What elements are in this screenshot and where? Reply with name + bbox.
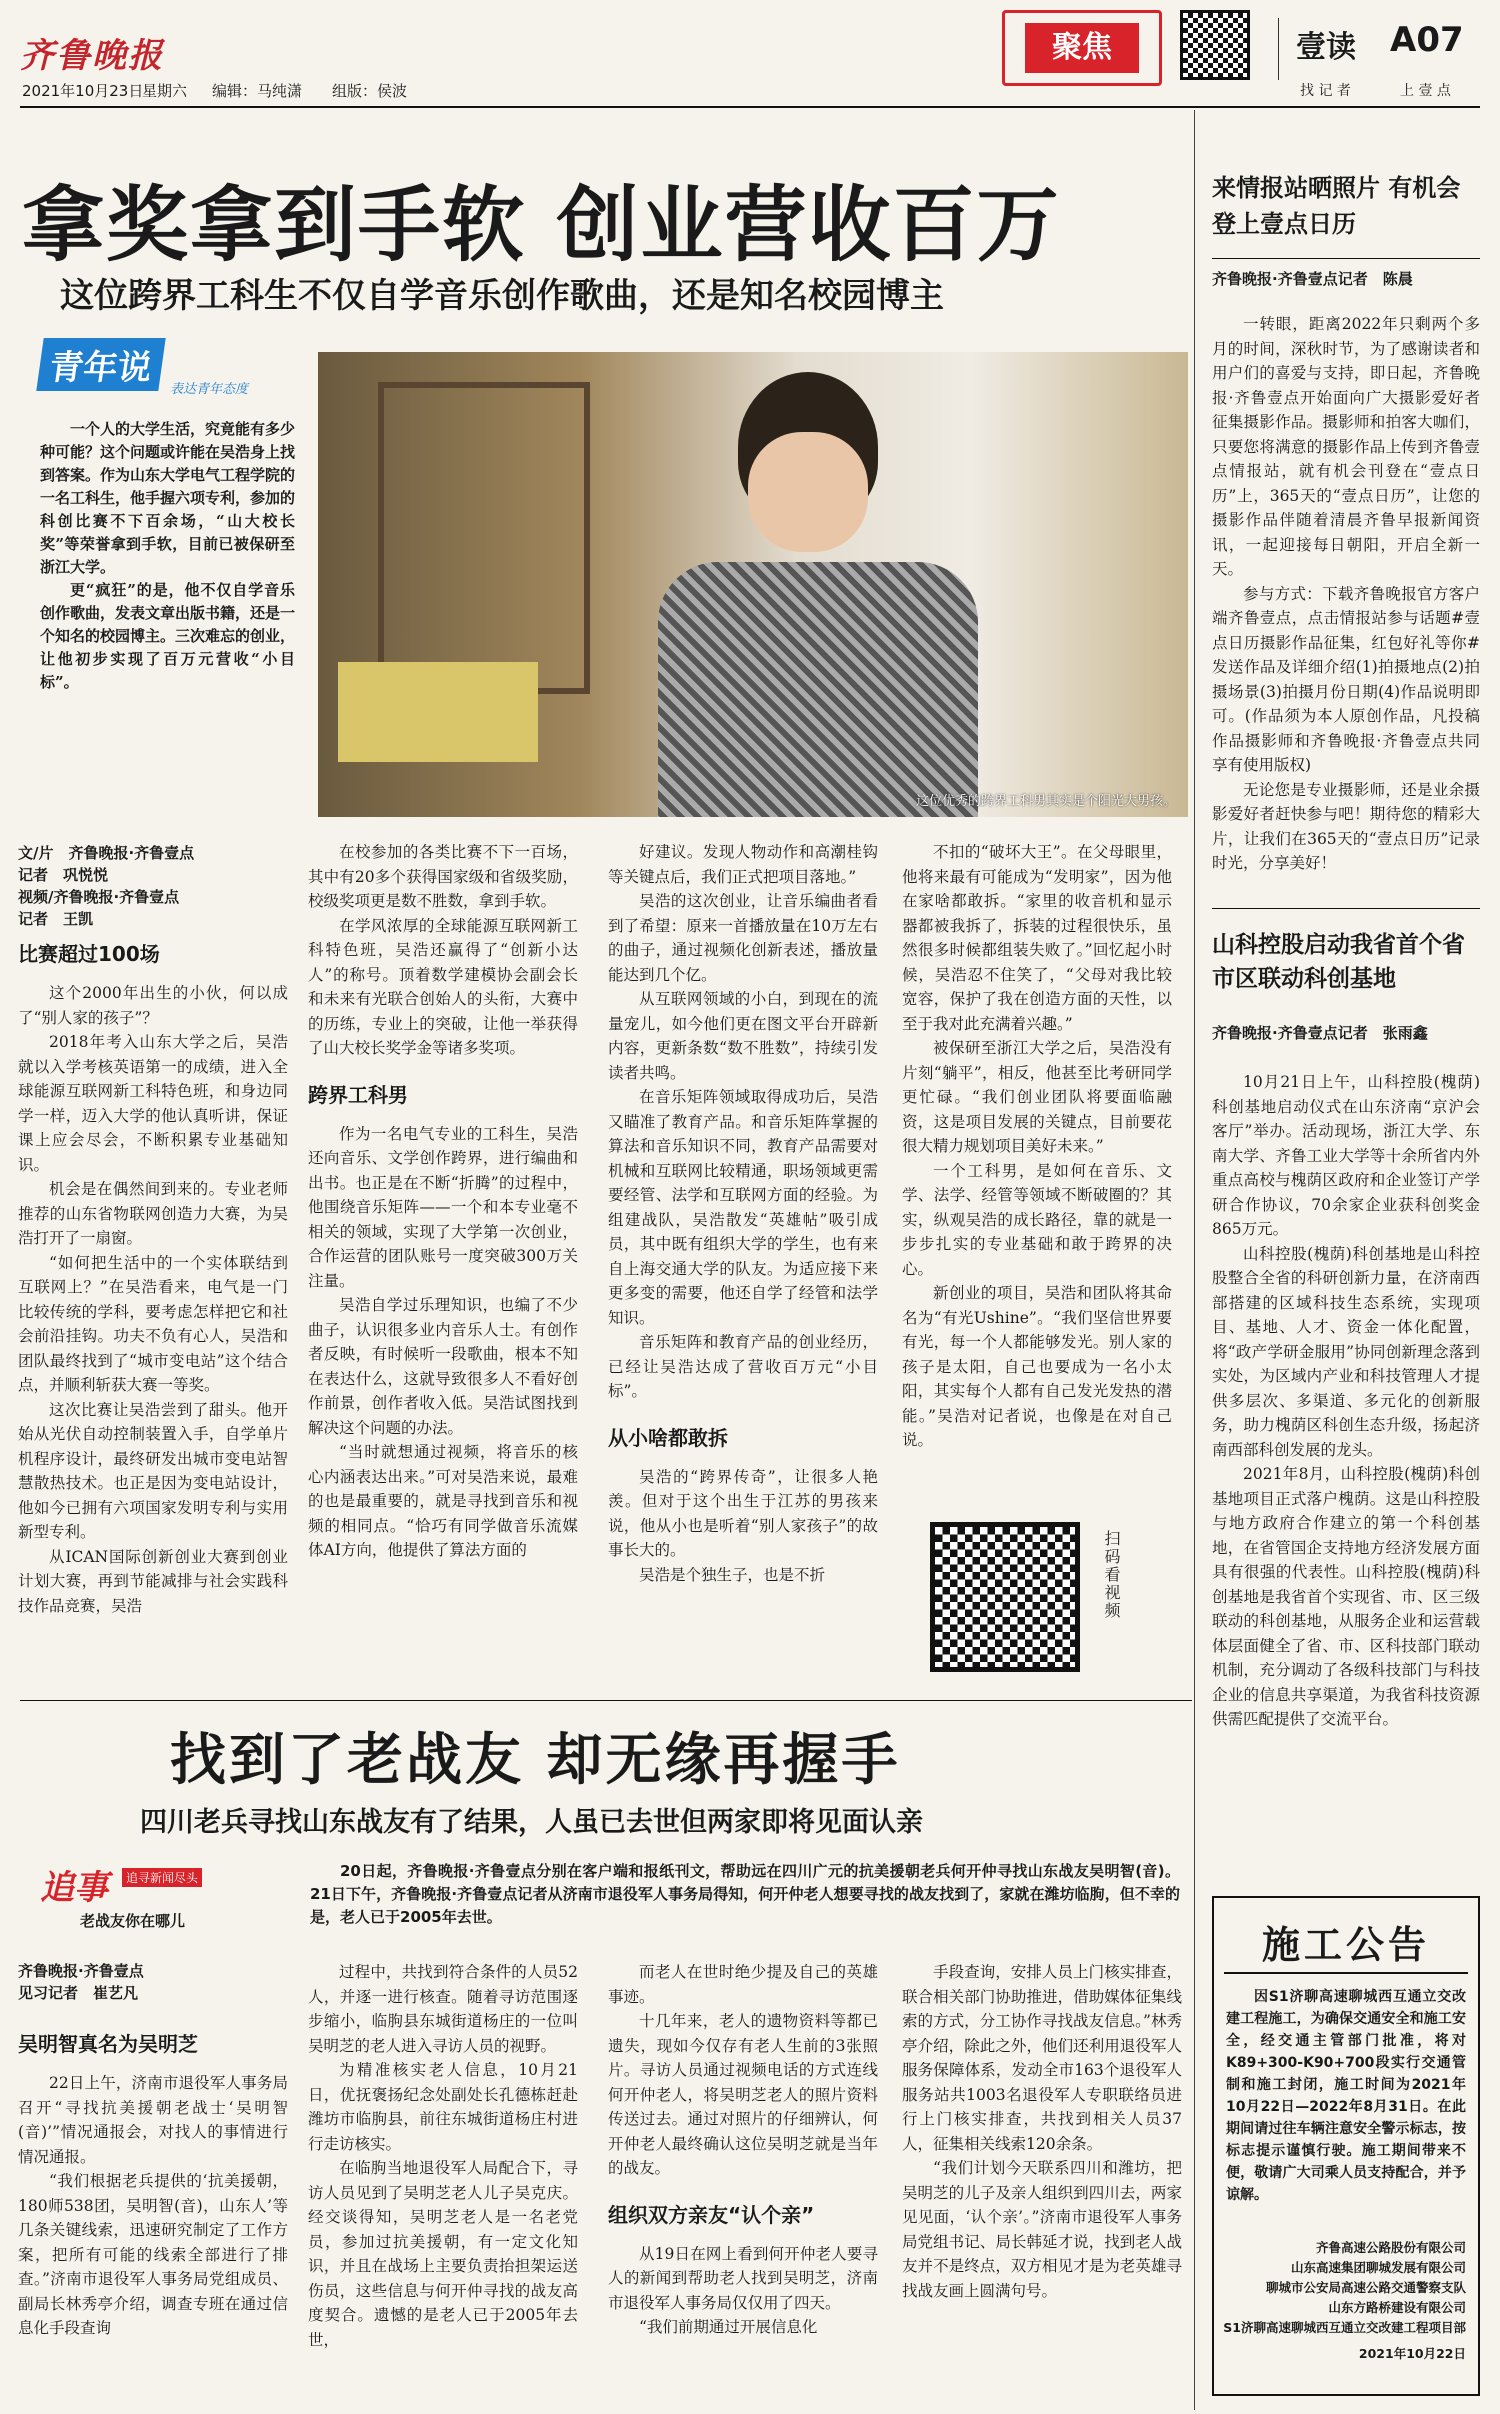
notice-body: 因S1济聊高速聊城西互通立交改建工程施工，为确保交通安全和施工安全，经交通主管部门批准，将对K89+300-K90+700段实行交通管制和施工封闭，施工时间为2021年10月22日—2022年8月31日。在此期间请过往车辆注意安全警示标志，按标志提示谨慎行驶。施工期间带来不便，敬请广大司乘人员支持配合，并予谅解。 — [1226, 1989, 1466, 2203]
story2-badge — [40, 1860, 260, 1940]
tagline-right: 上 壹 点 — [1400, 83, 1451, 99]
photo-caption: 这位优秀的跨界工科男其实是个阳光大男孩。 — [915, 794, 1176, 809]
story2-credits: 齐鲁晚报·齐鲁壹点 见习记者 崔艺凡 — [18, 1962, 144, 2002]
qr-code-icon — [1180, 10, 1250, 80]
story1-photo — [318, 352, 1188, 817]
story2-column-3: 而老人在世时绝少提及自己的英雄事迹。 十几年来，老人的遗物资料等都已遗失，现如今仅存有老人生前的3张照片。寻访人员通过视频电话的方式连线何开仲老人，将吴明芝老人的照片资料传送过去。通过对照片的仔细辨认，何开仲老人最终确认这位吴明芝就是当年的战友。 组织双方亲友“认个亲” 从19日在网上看到何开仲老人要寻人的新闻到帮助老人找到吴明芝，济南市退役军人事务局仅仅用了四天。 “我们前期通过开展信息化 — [608, 1963, 878, 2336]
story1-column-1: 比赛超过100场 这个2000年出生的小伙，何以成了“别人家的孩子”？ 2018年考入山东大学之后，吴浩就以入学考核英语第一的成绩，进入全球能源互联网新工科特色班，和身边同学一样，迈入大学的他认真听讲，保证课上应会尽会，不断积累专业基础知识。 机会是在偶然间到来的。专业老师推荐的山东省物联网创造力大赛，为吴浩打开了一扇窗。 “如何把生活中的一个实体联结到互联网上？”在吴浩看来，电气是一门比较传统的学科，要考虑怎样把它和社会前沿挂钩。功夫不负有心人，吴浩和团队最终找到了“城市变电站”这个结合点，并顺利斩获大赛一等奖。 这次比赛让吴浩尝到了甜头。他开始从光伏自动控制装置入手，自学单片机程序设计，最终研发出城市变电站智慧散热技术。也正是因为变电站设计，他如今已拥有六项国家发明专利与实用新型专利。 从ICAN国际创新创业大赛到创业计划大赛，再到节能减排与社会实践科技作品竞赛，吴浩 — [18, 920, 288, 1618]
sidebar-article2-byline: 齐鲁晚报·齐鲁壹点记者 张雨鑫 — [1212, 1024, 1428, 1042]
sidebar-article1-byline: 齐鲁晚报·齐鲁壹点记者 陈晨 — [1212, 270, 1413, 288]
layout-editor: 组版：侯波 — [332, 82, 408, 100]
story1-column-3: 好建议。发现人物动作和高潮桂钩等关键点后，我们正式把项目落地。” 吴浩的这次创业，让音乐编曲者看到了希望：原来一首播放量在10万左右的曲子，通过视频化创新表述，播放量能达到几个亿。 从互联网领域的小白，到现在的流量宠儿，如今他们更在图文平台开辟新内容，更新条数“数不胜数”，持续引发读者共鸣。 在音乐矩阵领域取得成功后，吴浩又瞄准了教育产品。和音乐矩阵掌握的算法和音乐知识不同，教育产品需要对机械和互联网比较精通，职场领域更需要经管、法学和互联网方面的经验。为组建战队，吴浩散发“英雄帖”吸引成员，其中既有组织大学的学生，也有来自上海交通大学的队友。为适应接下来更多变的需要，他还自学了经管和法学知识。 音乐矩阵和教育产品的创业经历，已经让吴浩达成了营收百万元“小目标”。 从小啥都敢拆 吴浩的“跨界传奇”，让很多人艳羡。但对于这个出生于江苏的男孩来说，他从小也是听着“别人家孩子”的故事长大的。 吴浩是个独生子，也是不折 — [608, 843, 878, 1584]
story2-column-2: 过程中，共找到符合条件的人员52人，并逐一进行核查。随着寻访范围逐步缩小，临朐县东城街道杨庄的一位叫吴明芝的老人进入寻访人员的视野。 为精准核实老人信息，10月21日，优抚褒扬纪念处副处长孔德栋赶赴潍坊市临朐县，前往东城街道杨庄村进行走访核实。 在临朐当地退役军人局配合下，寻访人员见到了吴明芝老人儿子吴克庆。经交谈得知，吴明芝老人是一名老党员，参加过抗美援朝，有一定文化知识，并且在战场上主要负责抬担架运送伤员，这些信息与何开仲寻找的战友高度契合。遗憾的是老人已于2005年去世， — [308, 1963, 578, 2349]
qr-label: 扫码看视频 — [1102, 1530, 1121, 1620]
sidebar-article1-title: 来情报站晒照片 有机会登上壹点日历 — [1212, 174, 1461, 238]
tagline-left: 找 记 者 — [1300, 83, 1351, 99]
subhead-competitions: 比赛超过100场 — [18, 942, 160, 966]
story2-headline: 找到了老战友 却无缘再握手 — [170, 1728, 901, 1793]
section-tab — [1002, 10, 1162, 86]
column-badge — [40, 338, 295, 408]
subhead-reunion: 组织双方亲友“认个亲” — [608, 2202, 815, 2227]
sidebar-article2-body: 10月21日上午，山科控股(槐荫)科创基地启动仪式在山东济南“京沪会客厅”举办。活动现场，浙江大学、东南大学、齐鲁工业大学等十余所省内外重点高校与槐荫区政府和企业签订产学研合作协议，70余家企业获科创奖金865万元。 山科控股(槐荫)科创基地是山科控股整合全省的科研创新力量，在济南西部搭建的区域科技生态系统，实现项目、基地、人才、资金一体化配置，将“政产学研金服用”协同创新理念落到实处，为区域内产业和科技管理人才提供多层次、多渠道、多元化的创新服务，助力槐荫区科创生态升级，扬起济南西部科创发展的龙头。 2021年8月，山科控股(槐荫)科创基地项目正式落户槐荫。这是山科控股与地方政府合作建立的第一个科创基地，在省管国企支持地方经济发展方面具有很强的代表性。山科控股(槐荫)科创基地是我省首个实现省、市、区三级联动的科创基地，从服务企业和运营载体层面健全了省、市、区科技部门联动机制，充分调动了各级科技部门与科技企业的信息共享渠道，为我省科技资源供需匹配提供了交流平台。 — [1212, 1073, 1480, 1728]
editor: 编辑：马纯潇 — [212, 82, 303, 100]
story2-subheadline: 四川老兵寻找山东战友有了结果，人虽已去世但两家即将见面认亲 — [140, 1807, 923, 1838]
page-number: A07 — [1390, 20, 1464, 60]
edition-label: 壹读 — [1296, 30, 1356, 65]
notice-signers: 齐鲁高速公路股份有限公司 山东高速集团聊城发展有限公司 聊城市公安局高速公路交通警察支队 山东方路桥建设有限公司 S1济聊高速聊城西互通立交改建工程项目部 2021年10月22日 — [1223, 2240, 1466, 2361]
story2-column-4: 手段查询，安排人员上门核实排查，联合相关部门协助推进，借助媒体征集线索的方式，分工协作寻找战友信息。”林秀亭介绍，除此之外，他们还利用退役军人服务保障体系，发动全市163个退役军人服务站共1003名退役军人专职联络员进行上门核实排查，共找到相关人员37人，征集相关线索120余条。 “我们计划今天联系四川和潍坊，把吴明芝的儿子及亲人组织到四川去，两家见见面，‘认个亲’。”济南市退役军人事务局党组书记、局长韩延才说，找到老人战友并不是终点，双方相见才是为老英雄寻找战友画上圆满句号。 — [902, 1963, 1182, 2300]
story1-lead: 一个人的大学生活，究竟能有多少种可能？这个问题或许能在吴浩身上找到答案。作为山东大学电气工程学院的一名工科生，他手握六项专利，参加的科创比赛不下百余场，“山大校长奖”等荣誉拿到手软，目前已被保研至浙江大学。 更“疯狂”的是，他不仅自学音乐创作歌曲，发表文章出版书籍，还是一个知名的校园博主。三次难忘的创业，让他初步实现了百万元营收“小目标”。 — [40, 420, 296, 691]
issue-weekday: 星期六 — [142, 82, 188, 100]
story2-intro: 20日起，齐鲁晚报·齐鲁壹点分别在客户端和报纸刊文，帮助远在四川广元的抗美援朝老兵何开仲寻找山东战友吴明智(音)。21日下午，齐鲁晚报·齐鲁壹点记者从济南市退役军人事务局得知，何开仲老人想要寻找的战友找到了，家就在潍坊临朐，但不幸的是，老人已于2005年去世。 — [310, 1862, 1180, 1926]
story1-column-4: 不扣的“破坏大王”。在父母眼里，他将来最有可能成为“发明家”，因为他在家啥都敢拆。“家里的收音机和显示器都被我拆了，拆装的过程很快乐，虽然很多时候都组装失败了。”回忆起小时候，吴浩忍不住笑了，“父母对我比较宽容，保护了我在创造方面的天性，以至于我对此充满着兴趣。” 被保研至浙江大学之后，吴浩没有片刻“躺平”，相反，他甚至比考研同学更忙碌。“我们创业团队将要面临融资，这是项目发展的关键点，目前要花很大精力规划项目美好未来。” 一个工科男，是如何在音乐、文学、法学、经管等领域不断破圈的？其实，纵观吴浩的成长路径，靠的就是一步步扎实的专业基础和敢于跨界的决心。 新创业的项目，吴浩和团队将其命名为“有光Ushine”。“我们坚信世界要有光，每一个人都能够发光。别人家的孩子是太阳，自己也要成为一名小太阳，其实每个人都有自己发光发热的潜能。”吴浩对记者说，也像是在对自己说。 — [902, 843, 1172, 1449]
issue-date: 2021年10月23日 — [22, 82, 144, 100]
masthead — [0, 0, 1500, 100]
paper-logo: 齐鲁晚报 — [20, 36, 164, 76]
notice-title: 施工公告 — [1261, 1923, 1430, 1967]
column-badge-title: 青年说 — [36, 338, 165, 391]
badge-subtitle: 追寻新闻尽头 — [122, 1868, 202, 1887]
story2-column-1: 吴明智真名为吴明芝 22日上午，济南市退役军人事务局召开“寻找抗美援朝老战士‘吴明智(音)’”情况通报会，对找人的事情进行情况通报。 “我们根据老兵提供的‘抗美援朝，180师538团，吴明智(音)，山东人’等几条关键线索，迅速研究制定了工作方案，把所有可能的线索全部进行了排查。”济南市退役军人事务局党组成员、副局长林秀亭介绍，调查专班在通过信息化手段查询 — [18, 2010, 288, 2341]
story1-headline: 拿奖拿到手软 创业营收百万 — [22, 178, 1061, 273]
badge-column-label: 老战友你在哪儿 — [80, 1912, 186, 1930]
subhead-dismantle: 从小啥都敢拆 — [608, 1425, 728, 1450]
video-qr-icon[interactable] — [930, 1522, 1080, 1672]
sidebar-article2-title: 山科控股启动我省首个省市区联动科创基地 — [1212, 932, 1465, 992]
construction-notice — [1212, 1896, 1480, 2396]
badge-title: 追事 — [40, 1868, 108, 1908]
sidebar-article1-body: 一转眼，距离2022年只剩两个多月的时间，深秋时节，为了感谢读者和用户们的喜爱与支持，即日起，齐鲁晚报·齐鲁壹点开始面向广大摄影爱好者征集摄影作品。摄影师和拍客大咖们，只要您将满意的摄影作品上传到齐鲁壹点情报站，就有机会刊登在“壹点日历”上，365天的“壹点日历”，让您的摄影作品伴随着清晨齐鲁早报新闻资讯，一起迎接每日朝阳，开启全新一天。 参与方式：下载齐鲁晚报官方客户端齐鲁壹点，点击情报站参与话题#壹点日历摄影作品征集，红包好礼等你#发送作品及详细介绍(1)拍摄地点(2)拍摄场景(3)拍摄月份日期(4)作品说明即可。(作品须为本人原创作品，凡投稿作品摄影师和齐鲁晚报·齐鲁壹点共同享有使用版权) 无论您是专业摄影师，还是业余摄影爱好者赶快参与吧！期待您的精彩大片，让我们在365天的“壹点日历”记录时光，分享美好！ — [1212, 315, 1480, 872]
story1-subheadline: 这位跨界工科生不仅自学音乐创作歌曲，还是知名校园博主 — [60, 276, 944, 316]
column-badge-subtitle: 表达青年态度 — [170, 382, 249, 397]
subhead-crossover: 跨界工科男 — [308, 1082, 408, 1107]
story1-credits: 文/片 齐鲁晚报·齐鲁壹点 记者 巩悦悦 视频/齐鲁晚报·齐鲁壹点 记者 王凯 — [18, 844, 195, 928]
section-label: 聚焦 — [1025, 23, 1139, 73]
subhead-real-name: 吴明智真名为吴明芝 — [18, 2032, 198, 2056]
story1-column-2: 在校参加的各类比赛不下一百场，其中有20多个获得国家级和省级奖励，校级奖项更是数不胜数，拿到手软。 在学风浓厚的全球能源互联网新工科特色班，吴浩还赢得了“创新小达人”的称号。顶着数学建模协会副会长和未来有光联合创始人的头衔，大赛中的历练，专业上的突破，让他一举获得了山大校长奖学金等诸多奖项。 跨界工科男 作为一名电气专业的工科生，吴浩还向音乐、文学创作跨界，进行编曲和出书。也正是在不断“折腾”的过程中，他围绕音乐矩阵——一个和本专业毫不相关的领域，实现了大学第一次创业，合作运营的团队账号一度突破300万关注量。 吴浩自学过乐理知识，也编了不少曲子，认识很多业内音乐人士。有创作者反映，有时候听一段歌曲，根本不知在表达什么，这就导致很多人不看好创作前景，创作者收入低。吴浩试图找到解决这个问题的办法。 “当时就想通过视频，将音乐的核心内涵表达出来。”可对吴浩来说，最难的也是最重要的，就是寻找到音乐和视频的相同点。“恰巧有同学做音乐流媒体AI方向，他提供了算法方面的 — [308, 843, 578, 1559]
